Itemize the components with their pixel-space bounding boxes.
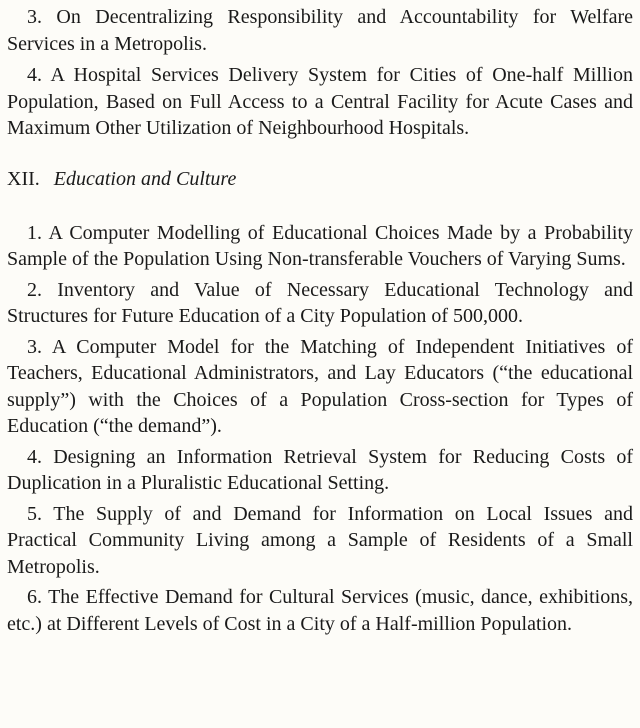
- document-page: [7, 4, 633, 641]
- list-item-5: 5. The Supply of and Demand for Information on Local Issues and Practical Community Living among a Sample of Residents of a Small Metropolis.: [7, 502, 633, 578]
- section-heading: [7, 166, 633, 192]
- section-number: XII.: [7, 167, 40, 190]
- previous-section-list: [7, 4, 633, 142]
- list-item-4: 4. A Hospital Services Delivery System for Cities of One-half Million Population, Based on Full Access to a Central Facility for Acute Cases and Maximum Other Utilization of Neighbourhood Hospitals.: [7, 64, 633, 139]
- list-item-1: 1. A Computer Modelling of Educational Choices Made by a Probability Sample of the Population Using Non-transferable Vouchers of Varying Sums.: [7, 221, 633, 270]
- list-item-4: 4. Designing an Information Retrieval System for Reducing Costs of Duplication in a Pluralistic Educational Setting.: [7, 445, 633, 494]
- list-item-3: 3. A Computer Model for the Matching of Independent Initiatives of Teachers, Educational Administrators, and Lay Educators (“the educational supply”) with the Choices of a Population Cross-section for Types of Education (“the demand”).: [7, 335, 633, 437]
- list-item-6: 6. The Effective Demand for Cultural Services (music, dance, exhibitions, etc.) at Different Levels of Cost in a City of a Half-million Population.: [7, 586, 633, 635]
- list-item-2: 2. Inventory and Value of Necessary Educational Technology and Structures for Future Education of a City Population of 500,000.: [7, 278, 633, 327]
- section-title: Education and Culture: [53, 167, 237, 190]
- education-culture-list: [7, 220, 633, 638]
- list-item-3: 3. On Decentralizing Responsibility and Accountability for Welfare Services in a Metropolis.: [7, 6, 633, 55]
